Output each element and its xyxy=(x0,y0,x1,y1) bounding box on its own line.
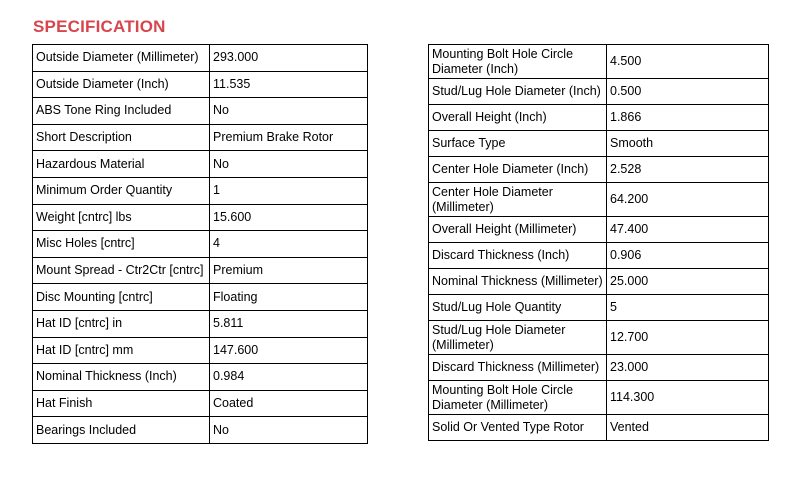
spec-label: Disc Mounting [cntrc] xyxy=(33,284,210,311)
spec-label: Minimum Order Quantity xyxy=(33,177,210,204)
spec-value: No xyxy=(210,151,368,178)
spec-value: 23.000 xyxy=(607,355,769,381)
table-row xyxy=(429,243,769,269)
table-row xyxy=(429,157,769,183)
spec-value: 12.700 xyxy=(607,321,769,355)
spec-label: Stud/Lug Hole Diameter (Inch) xyxy=(429,79,607,105)
spec-label: Outside Diameter (Millimeter) xyxy=(33,45,210,72)
table-row xyxy=(429,355,769,381)
spec-label: Hat ID [cntrc] mm xyxy=(33,337,210,364)
table-row xyxy=(33,71,368,98)
spec-label: Solid Or Vented Type Rotor xyxy=(429,415,607,441)
table-row xyxy=(33,364,368,391)
table-row xyxy=(429,217,769,243)
spec-value: 64.200 xyxy=(607,183,769,217)
spec-value: 11.535 xyxy=(210,71,368,98)
spec-label: ABS Tone Ring Included xyxy=(33,98,210,125)
spec-value: 0.906 xyxy=(607,243,769,269)
spec-label: Mounting Bolt Hole Circle Diameter (Inch) xyxy=(429,45,607,79)
spec-value: No xyxy=(210,98,368,125)
page-title: SPECIFICATION xyxy=(33,17,166,36)
spec-label: Center Hole Diameter (Millimeter) xyxy=(429,183,607,217)
table-row xyxy=(33,337,368,364)
spec-label: Surface Type xyxy=(429,131,607,157)
spec-value: 114.300 xyxy=(607,381,769,415)
spec-label: Nominal Thickness (Millimeter) xyxy=(429,269,607,295)
spec-label: Discard Thickness (Millimeter) xyxy=(429,355,607,381)
table-row xyxy=(33,284,368,311)
spec-value: 0.984 xyxy=(210,364,368,391)
table-row xyxy=(429,131,769,157)
spec-label: Stud/Lug Hole Diameter (Millimeter) xyxy=(429,321,607,355)
spec-value: 4.500 xyxy=(607,45,769,79)
spec-table-left xyxy=(32,44,368,444)
table-row xyxy=(429,295,769,321)
table-row xyxy=(33,231,368,258)
spec-value: 5 xyxy=(607,295,769,321)
spec-label: Overall Height (Millimeter) xyxy=(429,217,607,243)
spec-label: Short Description xyxy=(33,124,210,151)
spec-label: Hazardous Material xyxy=(33,151,210,178)
spec-label: Center Hole Diameter (Inch) xyxy=(429,157,607,183)
spec-value: 25.000 xyxy=(607,269,769,295)
spec-label: Overall Height (Inch) xyxy=(429,105,607,131)
table-row xyxy=(33,257,368,284)
spec-value: Coated xyxy=(210,390,368,417)
spec-label: Hat Finish xyxy=(33,390,210,417)
spec-label: Nominal Thickness (Inch) xyxy=(33,364,210,391)
spec-label: Stud/Lug Hole Quantity xyxy=(429,295,607,321)
spec-label: Misc Holes [cntrc] xyxy=(33,231,210,258)
spec-value: Premium xyxy=(210,257,368,284)
spec-label: Outside Diameter (Inch) xyxy=(33,71,210,98)
table-row xyxy=(33,417,368,444)
spec-value: Smooth xyxy=(607,131,769,157)
spec-value: 293.000 xyxy=(210,45,368,72)
spec-value: 147.600 xyxy=(210,337,368,364)
spec-value: 1 xyxy=(210,177,368,204)
spec-label: Bearings Included xyxy=(33,417,210,444)
spec-label: Hat ID [cntrc] in xyxy=(33,310,210,337)
spec-value: Floating xyxy=(210,284,368,311)
spec-value: 0.500 xyxy=(607,79,769,105)
table-row xyxy=(33,390,368,417)
table-row xyxy=(33,310,368,337)
table-row xyxy=(429,45,769,79)
spec-value: 4 xyxy=(210,231,368,258)
spec-value: No xyxy=(210,417,368,444)
table-row xyxy=(33,151,368,178)
spec-value: 1.866 xyxy=(607,105,769,131)
table-row xyxy=(33,204,368,231)
spec-table-right xyxy=(428,44,769,441)
table-row xyxy=(429,105,769,131)
spec-value: 47.400 xyxy=(607,217,769,243)
spec-label: Discard Thickness (Inch) xyxy=(429,243,607,269)
spec-label: Weight [cntrc] lbs xyxy=(33,204,210,231)
spec-value: 2.528 xyxy=(607,157,769,183)
table-row xyxy=(33,124,368,151)
spec-value: 5.811 xyxy=(210,310,368,337)
table-row xyxy=(429,79,769,105)
spec-value: Vented xyxy=(607,415,769,441)
table-row xyxy=(33,98,368,125)
table-row xyxy=(429,321,769,355)
table-row xyxy=(429,269,769,295)
spec-value: 15.600 xyxy=(210,204,368,231)
spec-label: Mounting Bolt Hole Circle Diameter (Millimeter) xyxy=(429,381,607,415)
table-row xyxy=(429,381,769,415)
table-row xyxy=(33,177,368,204)
spec-value: Premium Brake Rotor xyxy=(210,124,368,151)
table-row xyxy=(33,45,368,72)
table-row xyxy=(429,183,769,217)
spec-label: Mount Spread - Ctr2Ctr [cntrc] xyxy=(33,257,210,284)
table-row xyxy=(429,415,769,441)
